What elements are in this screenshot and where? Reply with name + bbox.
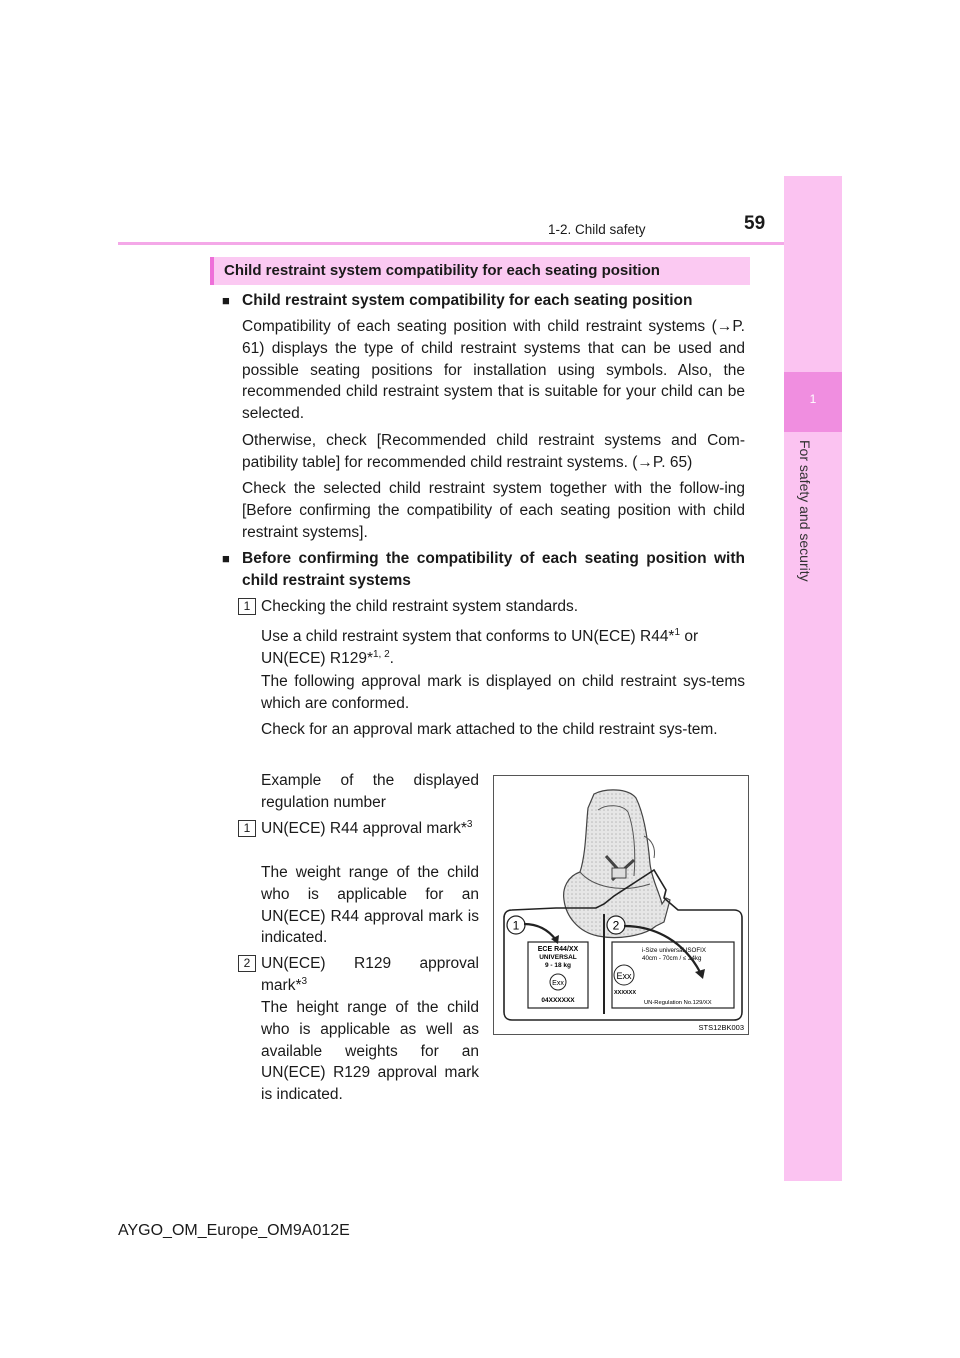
header-rule	[118, 242, 784, 245]
mark-2-number-box: 2	[238, 955, 256, 972]
figure-code: STS12BK003	[698, 1023, 744, 1032]
r129-approval-label	[612, 942, 734, 1008]
step-paragraph-2: Check for an approval mark attached to the child restraint sys-tem.	[261, 721, 718, 738]
section-2-heading: Before confirming the compatibility of each seating position with child restraint systems	[242, 550, 745, 589]
chapter-side-tab	[784, 176, 842, 1181]
r44-code: 04XXXXXX	[541, 997, 575, 1004]
chapter-number: 1	[809, 392, 817, 406]
step-paragraph-1: The following approval mark is displayed on child restraint sys-tems which are conformed.	[261, 673, 745, 712]
step-number-box: 1	[238, 598, 256, 615]
r129-regulation: UN-Regulation No.129/XX	[644, 1000, 712, 1006]
section-label: 1-2. Child safety	[548, 222, 646, 237]
r44-circle-mark: Exx	[552, 980, 564, 987]
mark-1-name: UN(ECE) R44 approval mark*$^3$	[261, 818, 473, 837]
r129-circle-mark: Exx	[616, 971, 632, 981]
r44-line-1: ECE R44/XX	[537, 946, 579, 953]
approval-mark-figure	[493, 775, 749, 1035]
bullet-square-icon: ■	[222, 293, 230, 308]
mark-2-name: UN(ECE) R129 approval mark*$^3$	[261, 955, 479, 994]
title-bar-text: Child restraint system compatibility for each seating position	[224, 262, 660, 279]
section-1-paragraph-2: Otherwise, check [Recommended child restraint systems and Com-patibility table] for recommended child restraint systems. (→P. 65)	[242, 432, 745, 471]
footer-document-id: AYGO_OM_Europe_OM9A012E	[118, 1222, 350, 1239]
mark-1-number-box: 1	[238, 820, 256, 837]
approval-mark-illustration	[494, 776, 748, 1034]
r44-line-3: 9 - 18 kg	[544, 962, 572, 969]
child-seat-illustration	[564, 790, 670, 938]
section-1-heading: Child restraint system compatibility for each seating position	[242, 292, 693, 309]
step-title: Checking the child restraint system standards.	[261, 598, 579, 615]
r44-approval-label	[528, 942, 588, 1008]
r44-line-2: UNIVERSAL	[539, 954, 577, 961]
page-number: 59	[744, 213, 766, 234]
r129-code: XXXXXX	[614, 990, 637, 996]
figure-callout-1: 1	[512, 918, 520, 933]
mark-1-description: The weight range of the child who is applicable for an UN(ECE) R44 approval mark is indicated.	[261, 864, 479, 947]
r129-line-2: 40cm - 70cm / ≤ 24kg	[642, 955, 702, 962]
section-1-paragraph-1: Compatibility of each seating position with child restraint systems (→P. 61) displays the type of child restraint systems that can be used and possible seating positions for installation using symbols. Also, the recommended child restraint system that is suitable for your child can be selected.	[242, 318, 745, 423]
figure-callout-2: 2	[612, 918, 620, 933]
step-conform-text: Use a child restraint system that conforms to UN(ECE) R44*$^1$ or UN(ECE) R129*$^{1, 2}$.	[261, 626, 699, 667]
section-1-paragraph-3: Check the selected child restraint system together with the follow-ing [Before confirming the compatibility of each seating position with child restraint systems].	[242, 480, 745, 541]
r129-line-1: i-Size universal ISOFIX	[642, 947, 706, 954]
mark-2-description: The height range of the child who is applicable as well as available weights for an UN(ECE) R129 approval mark is indicated.	[261, 999, 479, 1104]
bullet-square-icon: ■	[222, 551, 230, 566]
chapter-title: For safety and security	[797, 440, 813, 582]
example-caption: Example of the displayed regulation number	[261, 772, 479, 811]
title-bar	[210, 257, 750, 285]
